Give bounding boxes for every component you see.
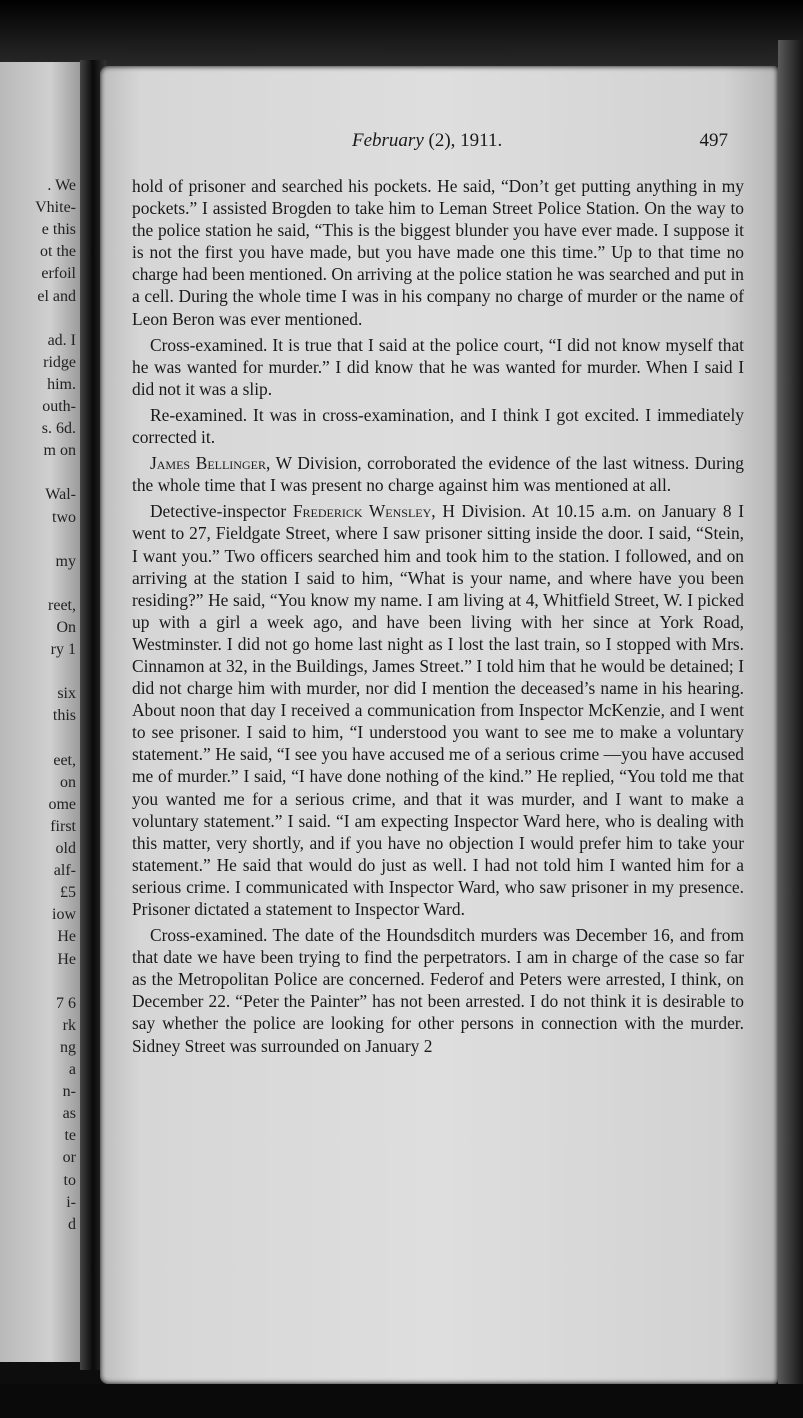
facing-page-line: two: [52, 508, 76, 526]
facing-page-line: ome: [48, 795, 76, 813]
facing-page-line: to: [63, 1171, 76, 1189]
facing-page-line: him.: [47, 375, 76, 393]
facing-page-line: or: [62, 1149, 76, 1167]
facing-page-line: m on: [43, 442, 76, 460]
facing-page-line: reet,: [48, 596, 76, 614]
witness-rank: Detective-inspector: [150, 501, 293, 522]
facing-page: [0, 62, 92, 1362]
paragraph-text: Cross-examined. The date of the Houndsditch murders was December 16, and from that date we have been trying to find the perpetrators. I am in charge of the case so far as the Metropolitan Police are concerned. Federof and Peters were arrested, I think, on December 22. “Peter the Painter” has not been arrested. I do not think it is desirable to say whether the police are looking for other persons in connection with the murder. Sidney Street was surrounded on January 2: [132, 925, 744, 1056]
witness-name: James Bellinger: [150, 453, 266, 474]
facing-page-line: He: [57, 928, 76, 946]
paragraph-text: , H Division. At 10.15 a.m. on January 8 I went to 27, Fieldgate Street, where I saw prisoner sitting inside the door. I said, “Stein, I want you.” Two officers searched him and took him to the station. I followed, and on arriving at the station I said to him, “What is your name, and where have you been residing?” He said, “You know my name. I am living at 4, Whitfield Street, W. I picked up with a girl a week ago, and have been living with her since at York Road, Westminster. I did not go home last night as I lost the last train, so I stopped with Mrs. Cinnamon at 32, in the Buildings, James Street.” I told him that he would be detained; I did not charge him with murder, nor did I mention the deceased’s name in his hearing. About noon that day I received a communication from Inspector McKenzie, and I went to see prisoner. I said to him, “I understood you want to see me to make a voluntary statement.” He said, “I see you have accused me of a serious crime —you have accused me of murder.” I said, “I have done nothing of the kind.” He replied, “You told me that you wanted me for a serious crime, and that it was murder, and I want to make a voluntary statement.” I said. “I am expecting Inspector Ward here, who is dealing with this matter, very shortly, and if you have no objection I would prefer him to take your statement.” He said that would do just as well. I had not told him I wanted him for a serious crime. I communicated with Inspector Ward, who saw prisoner in my presence. Prisoner dictated a statement to Inspector Ward.: [132, 501, 744, 919]
facing-page-line: my: [55, 552, 76, 570]
running-head-date: (2), 1911.: [423, 130, 503, 151]
facing-page-line: eet,: [53, 751, 76, 769]
facing-page-line: ry 1: [50, 641, 76, 659]
paragraph-text: Re-examined. It was in cross-examination, and I think I got excited. I immediately corrected it.: [132, 404, 744, 448]
running-head: [352, 130, 502, 152]
facing-page-line: first: [50, 817, 76, 835]
facing-page-line: iow: [52, 906, 76, 924]
facing-page-line: te: [64, 1127, 76, 1145]
facing-page-line: el and: [37, 287, 76, 305]
facing-page-line: as: [62, 1105, 76, 1123]
paragraph: [132, 175, 744, 330]
paragraph-text: , W Division, corroborated the evidence of the last witness. During the whole time that I was present no charge against him was mentioned at all.: [132, 453, 744, 496]
facing-page-line: a: [68, 1061, 76, 1078]
paragraph: [132, 452, 744, 496]
facing-page-line: erfoil: [41, 265, 76, 283]
facing-page-line: outh-: [42, 398, 76, 415]
facing-page-line: £5: [60, 884, 76, 902]
running-head-month: February: [352, 130, 424, 151]
facing-page-line: ad. I: [47, 331, 76, 349]
facing-page-line: old: [55, 840, 76, 857]
paragraph: [132, 404, 744, 448]
facing-page-line: He: [57, 950, 76, 968]
scanner-bottom-edge: [0, 1384, 803, 1418]
witness-name: Frederick Wensley: [292, 501, 432, 522]
facing-page-line: ot the: [40, 243, 76, 261]
facing-page-line: ridge: [43, 353, 76, 371]
paragraph: [132, 924, 744, 1057]
scanner-right-edge: [778, 40, 803, 1418]
page-number: 497: [699, 130, 728, 151]
facing-page-line: on: [60, 773, 76, 791]
paragraph-text: Cross-examined. It is true that I said at the police court, “I did not know myself that he was wanted for murder.” I did know that he was wanted for murder. When I said I did not it was a slip.: [132, 334, 744, 399]
body-text: [132, 175, 744, 1057]
facing-page-line: 7 6: [56, 994, 76, 1012]
page-header: [132, 130, 744, 156]
facing-page-line: d: [68, 1215, 76, 1233]
facing-page-line: On: [56, 619, 76, 636]
paragraph-text: hold of prisoner and searched his pockets. He said, “Don’t get putting anything in my pockets.” I assisted Brogden to take him to Leman Street Police Station. On the way to the police station he said, “This is the biggest blunder you have ever made. I suppose it is not the first you have made, but you have made one this time.” Up to that time no charge had been mentioned. On arriving at the police station he was searched and put in a cell. During the whole time I was in his company no charge of murder or the name of Leon Beron was ever mentioned.: [132, 176, 744, 329]
facing-page-line: six: [57, 685, 76, 703]
facing-page-line: rk: [62, 1016, 76, 1034]
paragraph: [132, 500, 744, 920]
facing-page-line: i-: [66, 1193, 76, 1211]
facing-page-line: n-: [62, 1083, 76, 1101]
facing-page-line: s. 6d.: [41, 420, 76, 438]
facing-page-line: alf-: [53, 862, 76, 880]
facing-page-line: this: [52, 707, 76, 725]
facing-page-line: . We: [47, 177, 76, 194]
scanner-top-edge: [0, 0, 803, 70]
facing-page-line: e this: [41, 221, 76, 239]
facing-page-line: ng: [60, 1038, 76, 1056]
paragraph: [132, 334, 744, 400]
facing-page-line: Wal-: [45, 486, 76, 504]
facing-page-line: Vhite-: [35, 199, 76, 217]
